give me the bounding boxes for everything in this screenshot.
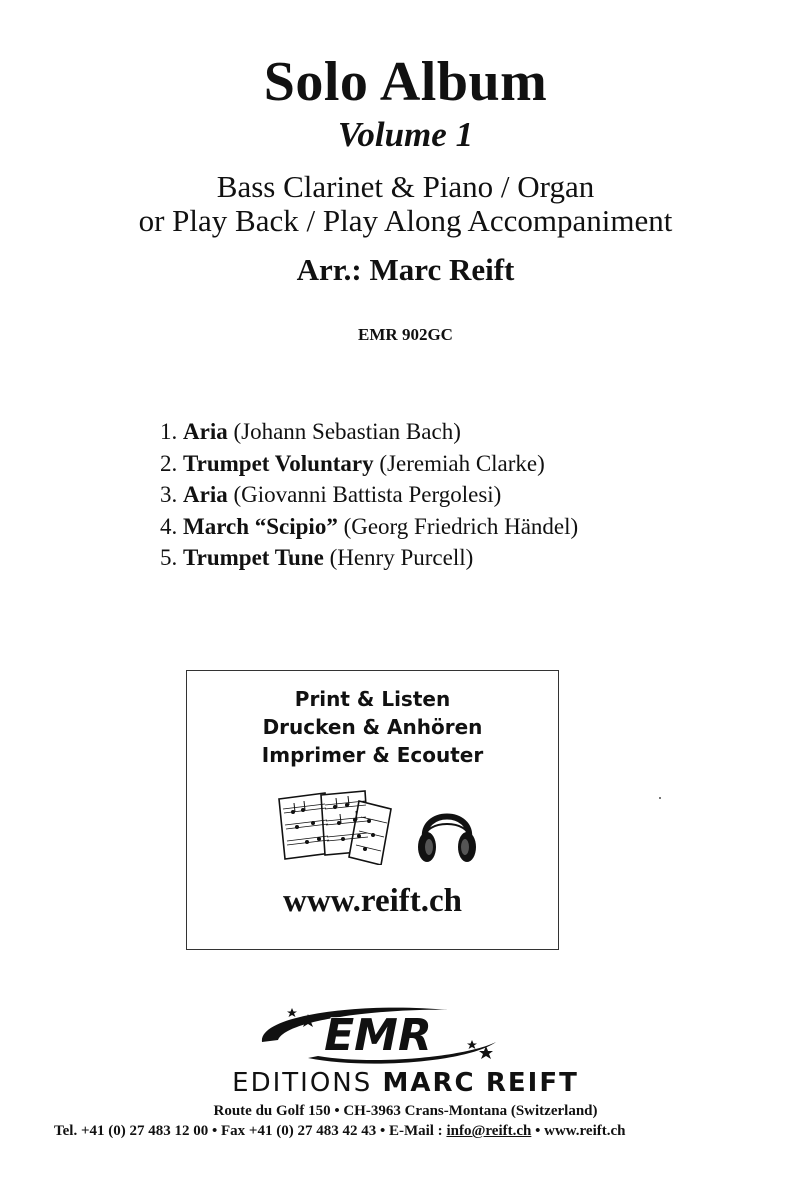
publisher-address: Route du Golf 150 • CH-3963 Crans-Montana (Switzerland) xyxy=(213,1103,598,1119)
contact-phone-fax: Tel. +41 (0) 27 483 12 00 • Fax +41 (0) 27 483 42 43 • E-Mail : xyxy=(54,1123,447,1139)
arranger-credit: Arr.: Marc Reift xyxy=(296,252,515,287)
item-number: 5. xyxy=(160,545,178,570)
instrumentation-line-1: Bass Clarinet & Piano / Organ xyxy=(216,169,595,204)
composer: (Henry Purcell) xyxy=(329,545,474,570)
composer: (Jeremiah Clarke) xyxy=(379,450,545,476)
headphones-icon xyxy=(415,795,479,867)
publisher-part-1: EDITIONS xyxy=(232,1068,373,1098)
promo-line-english: Print & Listen xyxy=(294,687,451,711)
emr-logo xyxy=(248,1000,508,1066)
item-number: 1. xyxy=(160,419,178,444)
piece-title: Aria xyxy=(183,419,228,444)
list-item xyxy=(160,479,578,511)
piece-title: March “Scipio” xyxy=(183,513,338,539)
item-number: 4. xyxy=(160,513,178,539)
email-link[interactable]: info@reift.ch xyxy=(446,1123,532,1139)
piece-title: Trumpet Tune xyxy=(183,545,324,570)
piece-title: Aria xyxy=(183,482,228,507)
promo-line-german: Drucken & Anhören xyxy=(262,715,483,739)
list-item xyxy=(160,511,578,543)
publisher-name xyxy=(0,1068,811,1098)
scan-speck xyxy=(659,797,661,799)
instrumentation-line-2: or Play Back / Play Along Accompaniment xyxy=(138,203,673,238)
item-number: 3. xyxy=(160,482,178,507)
contents-list xyxy=(160,416,578,574)
piece-title: Trumpet Voluntary xyxy=(183,450,374,476)
publisher-part-2: MARC xyxy=(382,1068,476,1098)
list-item xyxy=(160,416,578,448)
contact-line xyxy=(54,1122,625,1140)
volume-label: Volume 1 xyxy=(337,115,474,154)
logo-text: EMR xyxy=(324,1010,432,1061)
sheet-music-icon xyxy=(273,787,401,865)
print-and-listen-box xyxy=(186,670,559,950)
composer: (Johann Sebastian Bach) xyxy=(233,419,461,444)
list-item xyxy=(160,448,578,480)
composer: (Giovanni Battista Pergolesi) xyxy=(233,482,502,507)
contact-website: • www.reift.ch xyxy=(531,1123,626,1139)
promo-line-french: Imprimer & Ecouter xyxy=(261,743,484,767)
website-url[interactable]: www.reift.ch xyxy=(282,883,463,919)
album-title: Solo Album xyxy=(263,51,548,113)
composer: (Georg Friedrich Händel) xyxy=(343,513,579,539)
list-item xyxy=(160,542,578,574)
item-number: 2. xyxy=(160,450,178,476)
catalog-number: EMR 902GC xyxy=(358,325,453,344)
publisher-part-3: REIFT xyxy=(485,1068,579,1098)
